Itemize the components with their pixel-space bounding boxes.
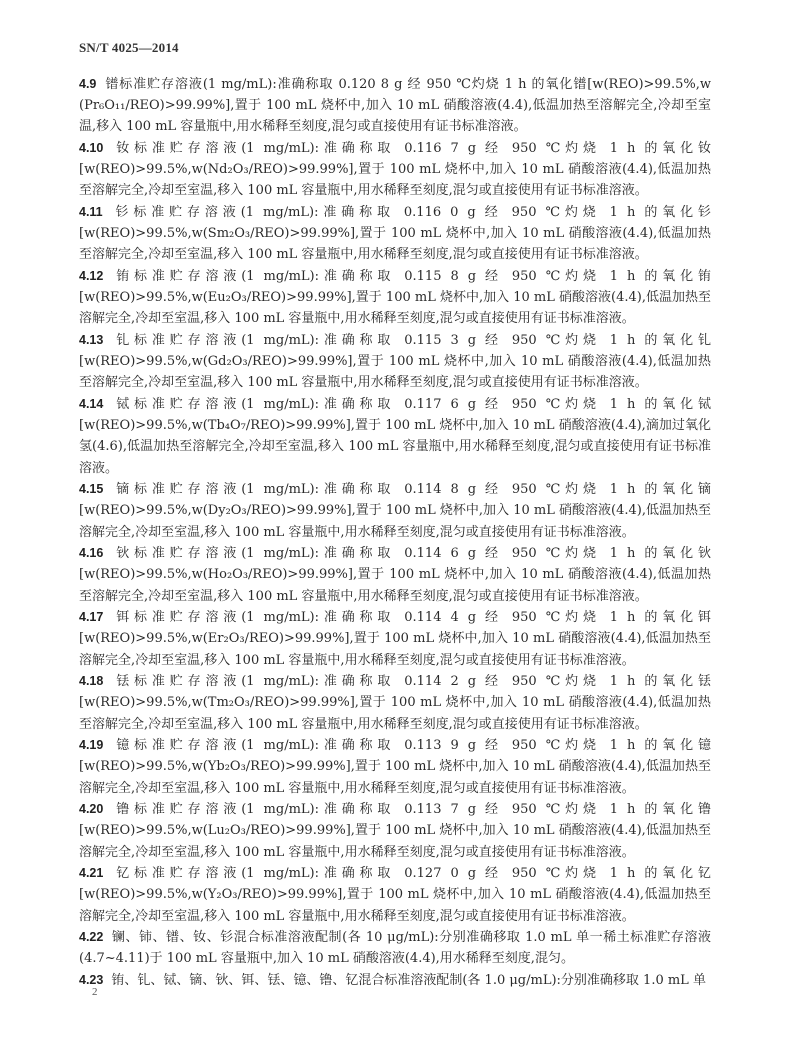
- clause-4-10: [79, 138, 711, 202]
- clause-4-12: [79, 266, 711, 330]
- clause-text: 铽标准贮存溶液(1 mg/mL):准确称取 0.117 6 g 经 950 ℃灼烧 1 h 的氧化铽[w(REO)>99.5%,w(Tb₄O₇/REO)>99.99%],置于 100 mL 烧杯中,加入 10 mL 硝酸溶液(4.4),滴加过氧化氢(4.6),低温加热至溶解完全,冷却至室温,移入 100 mL 容量瓶中,用水稀释至刻度,混匀或直接使用有证书标准溶液。: [79, 397, 711, 476]
- clause-4-9: [79, 74, 711, 138]
- clause-number: 4.11: [79, 205, 103, 219]
- clause-4-18: [79, 671, 711, 735]
- clause-number: 4.21: [79, 866, 104, 881]
- clause-4-11: [79, 202, 711, 266]
- clause-number: 4.19: [79, 738, 104, 753]
- clause-4-20: [79, 799, 711, 863]
- clause-text: 铕标准贮存溶液(1 mg/mL):准确称取 0.115 8 g 经 950 ℃灼烧 1 h 的氧化铕[w(REO)>99.5%,w(Eu₂O₃/REO)>99.99%],置于 100 mL 烧杯中,加入 10 mL 硝酸溶液(4.4),低温加热至溶解完全,冷却至室温,移入 100 mL 容量瓶中,用水稀释至刻度,混匀或直接使用有证书标准溶液。: [79, 269, 711, 327]
- clause-text: 镱标准贮存溶液(1 mg/mL):准确称取 0.113 9 g 经 950 ℃灼烧 1 h 的氧化镱[w(REO)>99.5%,w(Yb₂O₃/REO)>99.99%],置于 100 mL 烧杯中,加入 10 mL 硝酸溶液(4.4),低温加热至溶解完全,冷却至室温,移入 100 mL 容量瓶中,用水稀释至刻度,混匀或直接使用有证书标准溶液。: [79, 738, 711, 796]
- clause-text: 镝标准贮存溶液(1 mg/mL):准确称取 0.114 8 g 经 950 ℃灼烧 1 h 的氧化镝[w(REO)>99.5%,w(Dy₂O₃/REO)>99.99%],置于 100 mL 烧杯中,加入 10 mL 硝酸溶液(4.4),低温加热至溶解完全,冷却至室温,移入 100 mL 容量瓶中,用水稀释至刻度,混匀或直接使用有证书标准溶液。: [79, 482, 711, 540]
- clause-number: 4.16: [79, 546, 104, 561]
- clause-text: 镥标准贮存溶液(1 mg/mL):准确称取 0.113 7 g 经 950 ℃灼烧 1 h 的氧化镥[w(REO)>99.5%,w(Lu₂O₃/REO)>99.99%],置于 100 mL 烧杯中,加入 10 mL 硝酸溶液(4.4),低温加热至溶解完全,冷却至室温,移入 100 mL 容量瓶中,用水稀释至刻度,混匀或直接使用有证书标准溶液。: [79, 802, 711, 860]
- clause-4-14: [79, 394, 711, 479]
- clause-text: 铥标准贮存溶液(1 mg/mL):准确称取 0.114 2 g 经 950 ℃灼烧 1 h 的氧化铥[w(REO)>99.5%,w(Tm₂O₃/REO)>99.99%],置于 100 mL 烧杯中,加入 10 mL 硝酸溶液(4.4),低温加热至溶解完全,冷却至室温,移入 100 mL 容量瓶中,用水稀释至刻度,混匀或直接使用有证书标准溶液。: [79, 674, 711, 732]
- clause-text: 钆标准贮存溶液(1 mg/mL):准确称取 0.115 3 g 经 950 ℃灼烧 1 h 的氧化钆[w(REO)>99.5%,w(Gd₂O₃/REO)>99.99%],置于 100 mL 烧杯中,加入 10 mL 硝酸溶液(4.4),低温加热至溶解完全,冷却至室温,移入 100 mL 容量瓶中,用水稀释至刻度,混匀或直接使用有证书标准溶液。: [79, 333, 711, 391]
- clause-number: 4.12: [79, 269, 104, 283]
- clause-text: 钬标准贮存溶液(1 mg/mL):准确称取 0.114 6 g 经 950 ℃灼烧 1 h 的氧化钬[w(REO)>99.5%,w(Ho₂O₃/REO)>99.99%],置于 100 mL 烧杯中,加入 10 mL 硝酸溶液(4.4),低温加热至溶解完全,冷却至室温,移入 100 mL 容量瓶中,用水稀释至刻度,混匀或直接使用有证书标准溶液。: [79, 546, 711, 604]
- clause-4-21: [79, 863, 711, 927]
- clause-number: 4.14: [79, 397, 104, 411]
- clause-4-17: [79, 607, 711, 671]
- clause-number: 4.23: [79, 973, 104, 987]
- clause-number: 4.9: [79, 77, 97, 91]
- clause-4-16: [79, 543, 711, 607]
- clause-list: [79, 74, 711, 992]
- clause-text: 钕标准贮存溶液(1 mg/mL):准确称取 0.116 7 g 经 950 ℃灼烧 1 h 的氧化钕[w(REO)>99.5%,w(Nd₂O₃/REO)>99.99%],置于 100 mL 烧杯中,加入 10 mL 硝酸溶液(4.4),低温加热至溶解完全,冷却至室温,移入 100 mL 容量瓶中,用水稀释至刻度,混匀或直接使用有证书标准溶液。: [79, 141, 711, 199]
- page-number: 2: [92, 986, 98, 998]
- clause-text: 钐标准贮存溶液(1 mg/mL):准确称取 0.116 0 g 经 950 ℃灼烧 1 h 的氧化钐[w(REO)>99.5%,w(Sm₂O₃/REO)>99.99%],置于 100 mL 烧杯中,加入 10 mL 硝酸溶液(4.4),低温加热至溶解完全,冷却至室温,移入 100 mL 容量瓶中,用水稀释至刻度,混匀或直接使用有证书标准溶液。: [79, 205, 711, 263]
- clause-number: 4.20: [79, 802, 104, 817]
- clause-text: 镨标准贮存溶液(1 mg/mL):准确称取 0.120 8 g 经 950 ℃灼烧 1 h 的氧化镨[w(REO)>99.5%,w (Pr₆O₁₁/REO)>99.99%],置于 100 mL 烧杯中,加入 10 mL 硝酸溶液(4.4),低温加热至溶解完全,冷却至室温,移入 100 mL 容量瓶中,用水稀释至刻度,混匀或直接使用有证书标准溶液。: [79, 77, 711, 135]
- clause-number: 4.10: [79, 141, 104, 155]
- clause-4-22: [79, 927, 711, 969]
- clause-4-13: [79, 330, 711, 394]
- clause-text: 铕、钆、铽、镝、钬、铒、铥、镱、镥、钇混合标准溶液配制(各 1.0 μg/mL):分别准确移取 1.0 mL 单: [111, 973, 706, 988]
- clause-number: 4.18: [79, 674, 104, 689]
- clause-text: 铒标准贮存溶液(1 mg/mL):准确称取 0.114 4 g 经 950 ℃灼烧 1 h 的氧化铒[w(REO)>99.5%,w(Er₂O₃/REO)>99.99%],置于 100 mL 烧杯中,加入 10 mL 硝酸溶液(4.4),低温加热至溶解完全,冷却至室温,移入 100 mL 容量瓶中,用水稀释至刻度,混匀或直接使用有证书标准溶液。: [79, 610, 711, 668]
- clause-4-23: [79, 970, 711, 991]
- clause-number: 4.15: [79, 482, 104, 497]
- clause-number: 4.17: [79, 610, 104, 625]
- clause-4-15: [79, 479, 711, 543]
- clause-number: 4.22: [79, 930, 104, 945]
- clause-number: 4.13: [79, 333, 104, 347]
- clause-text: 钇标准贮存溶液(1 mg/mL):准确称取 0.127 0 g 经 950 ℃灼烧 1 h 的氧化钇[w(REO)>99.5%,w(Y₂O₃/REO)>99.99%],置于 100 mL 烧杯中,加入 10 mL 硝酸溶液(4.4),低温加热至溶解完全,冷却至室温,移入 100 mL 容量瓶中,用水稀释至刻度,混匀或直接使用有证书标准溶液。: [79, 866, 711, 924]
- clause-text: 镧、铈、镨、钕、钐混合标准溶液配制(各 10 μg/mL):分别准确移取 1.0 mL 单一稀土标准贮存溶液(4.7~4.11)于 100 mL 容量瓶中,加入 10 mL 硝酸溶液(4.4),用水稀释至刻度,混匀。: [79, 930, 711, 967]
- standard-code-header: SN/T 4025—2014: [79, 40, 179, 55]
- clause-4-19: [79, 735, 711, 799]
